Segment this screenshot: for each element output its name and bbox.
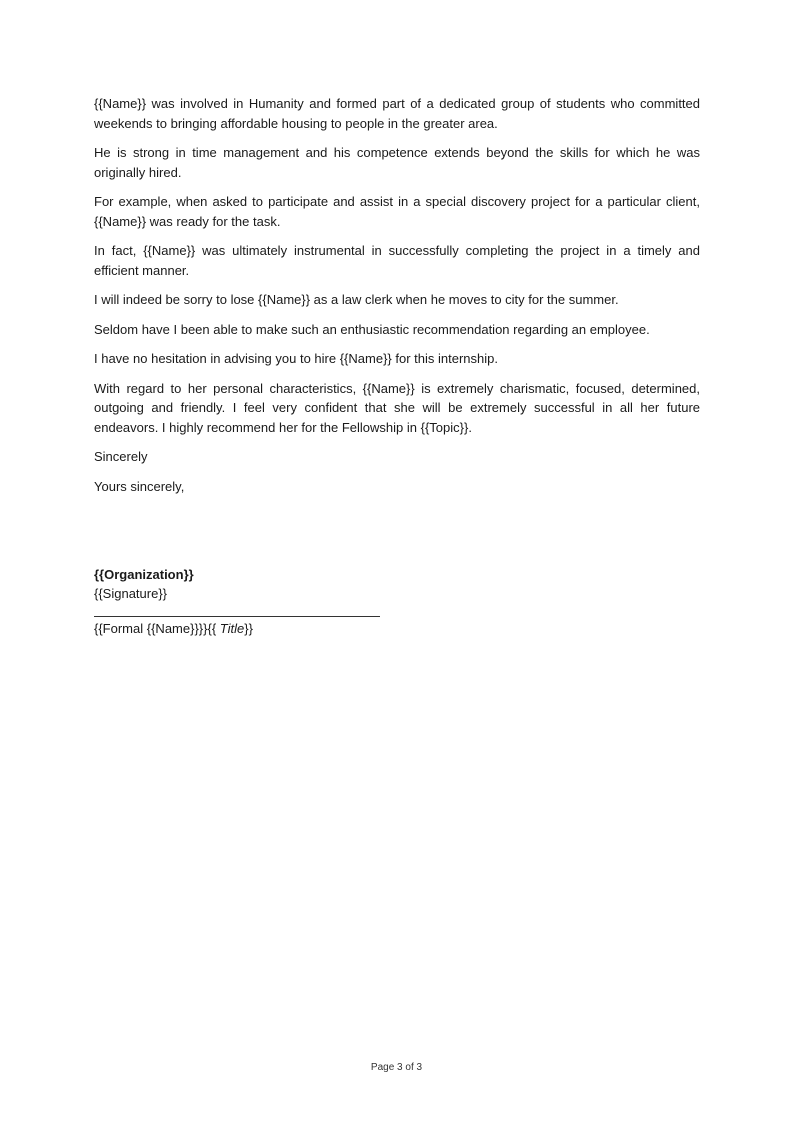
letter-body xyxy=(94,94,700,506)
paragraph-no-hesitation: I have no hesitation in advising you to hire {{Name}} for this internship. xyxy=(94,351,498,366)
formal-name: {{Formal {{Name}}}}{{ xyxy=(94,621,220,636)
paragraph-sorry-to-lose: I will indeed be sorry to lose {{Name}} as a law clerk when he moves to city for the summer. xyxy=(94,292,619,307)
paragraph-example: For example, when asked to participate and assist in a special discovery project for a particular client, {{Name}} was ready for the task. xyxy=(94,194,700,229)
closing-sincerely: Sincerely xyxy=(94,449,148,464)
page-number: Page 3 of 3 xyxy=(370,1062,423,1073)
title-suffix: }} xyxy=(244,621,253,636)
signature-placeholder: {{Signature}} xyxy=(94,586,168,601)
title-placeholder: Title xyxy=(219,621,245,636)
closing-yours-sincerely: Yours sincerely, xyxy=(94,478,185,494)
paragraph-instrumental: In fact, {{Name}} was ultimately instrumental in successfully completing the project in a timely and efficient manner. xyxy=(94,243,700,278)
paragraph-involvement: {{Name}} was involved in Humanity and formed part of a dedicated group of students who committed weekends to bringing affordable housing to people in the greater area. xyxy=(94,96,700,131)
organization-name: {{Organization}} xyxy=(94,567,194,582)
paragraph-seldom: Seldom have I been able to make such an enthusiastic recommendation regarding an employee. xyxy=(94,321,650,337)
formal-name-title xyxy=(94,619,380,638)
paragraph-time-management: He is strong in time management and his competence extends beyond the skills for which he was originally hired. xyxy=(94,145,700,180)
signature-line xyxy=(94,616,380,617)
paragraph-characteristics: With regard to her personal characteristics, {{Name}} is extremely charismatic, focused, determined, outgoing and friendly. I feel very confident that she will be extremely successful in all her future endeavors. I highly recommend her for the Fellowship in {{Topic}}. xyxy=(94,380,700,435)
signature-block xyxy=(94,565,380,638)
